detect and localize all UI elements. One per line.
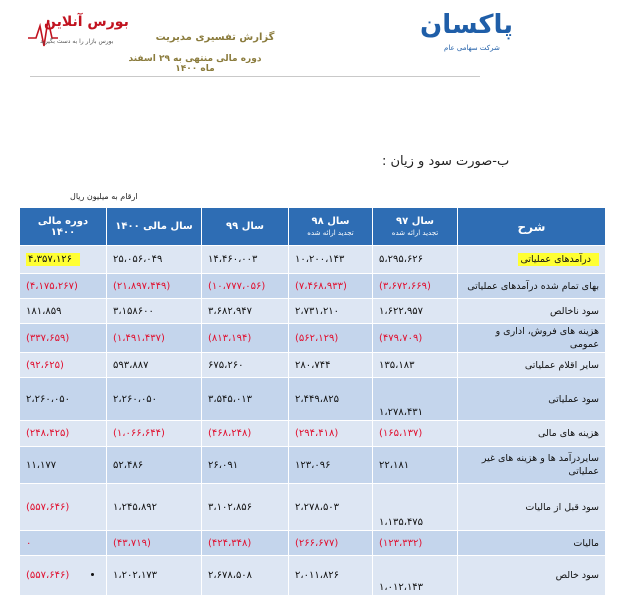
cell-p1400: ۱۸۱،۸۵۹ <box>20 299 107 324</box>
cell-y99: (۱۰،۷۷۷،۰۵۶) <box>202 274 289 299</box>
cell-y1400: ۱،۲۰۲،۱۷۳ <box>107 556 202 596</box>
cell-p1400: (۴،۱۷۵،۲۶۷) <box>20 274 107 299</box>
cell-y1400: ۲،۲۶۰،۰۵۰ <box>107 378 202 421</box>
table-header-row <box>20 208 606 246</box>
header-desc: شرح <box>458 208 606 246</box>
cell-y99: ۳،۱۰۲،۸۵۶ <box>202 484 289 531</box>
cell-y98: ۱۲۳،۰۹۶ <box>289 447 373 484</box>
report-title: گزارش تفسیری مدیریت <box>155 32 275 43</box>
cell-y97: (۴۷۹،۷۰۹) <box>373 324 458 353</box>
table-row <box>20 484 606 531</box>
row-desc: سود قبل از مالیات <box>458 484 606 531</box>
cell-y1400: ۵۹۳،۸۸۷ <box>107 353 202 378</box>
cell-y1400: (۴۳،۷۱۹) <box>107 531 202 556</box>
cell-y98: ۲۸۰،۷۴۴ <box>289 353 373 378</box>
cell-y97: (۱۲۳،۳۳۲) <box>373 531 458 556</box>
table-row <box>20 556 606 596</box>
company-logo: پاکسان <box>420 10 514 40</box>
header-divider <box>30 76 480 77</box>
cell-y99: ۲،۶۷۸،۵۰۸ <box>202 556 289 596</box>
cell-y97: (۱۶۵،۱۳۷) <box>373 421 458 447</box>
row-desc: سود ناخالص <box>458 299 606 324</box>
row-desc: سایردرآمد ها و هزینه های غیر عملیاتی <box>458 447 606 484</box>
cell-y98: ۲،۷۳۱،۲۱۰ <box>289 299 373 324</box>
row-desc: سایر اقلام عملیاتی <box>458 353 606 378</box>
header-period-1400: دوره مالی ۱۴۰۰ <box>20 208 107 246</box>
row-desc: مالیات <box>458 531 606 556</box>
cell-p1400: (۳۳۷،۶۵۹) <box>20 324 107 353</box>
cell-p1400: ۱۱،۱۷۷ <box>20 447 107 484</box>
report-period: دوره مالی منتهی به ۲۹ اسفند ماه ۱۴۰۰ <box>128 54 262 74</box>
cell-p1400: ۰ <box>20 531 107 556</box>
cell-y99: ۱۴،۴۶۰،۰۰۳ <box>202 246 289 274</box>
cell-y97: ۱،۰۱۲،۱۴۳ <box>373 556 458 596</box>
cell-y97: ۱۳۵،۱۸۳ <box>373 353 458 378</box>
row-desc: سود عملیاتی <box>458 378 606 421</box>
cell-y99: (۴۶۸،۲۴۸) <box>202 421 289 447</box>
row-desc: سود خالص <box>458 556 606 596</box>
cell-y98: ۱۰،۲۰۰،۱۴۳ <box>289 246 373 274</box>
cell-y97: ۱،۶۲۲،۹۵۷ <box>373 299 458 324</box>
cell-y99: ۳،۵۴۵،۰۱۳ <box>202 378 289 421</box>
cell-p1400: ۴،۳۵۷،۱۲۶ <box>20 246 107 274</box>
cell-y99: (۸۱۳،۱۹۴) <box>202 324 289 353</box>
cell-y97: ۵،۲۹۵،۶۲۶ <box>373 246 458 274</box>
cell-y1400: ۵۲،۴۸۶ <box>107 447 202 484</box>
cell-p1400: (۵۵۷،۶۴۶) <box>20 484 107 531</box>
cell-y99: (۴۲۴،۳۴۸) <box>202 531 289 556</box>
row-desc: بهای تمام شده درآمدهای عملیاتی <box>458 274 606 299</box>
cell-y97: ۲۲،۱۸۱ <box>373 447 458 484</box>
cell-p1400: (۵۵۷،۶۴۶) <box>20 556 107 596</box>
watermark-tagline: بورس بازار را به دست بگیرید <box>40 38 114 45</box>
table-row <box>20 531 606 556</box>
cell-y1400: ۱،۲۴۵،۸۹۲ <box>107 484 202 531</box>
watermark-brand: بورس آنلاین <box>44 14 129 30</box>
header-year-97: سال ۹۷ تجدید ارائه شده <box>373 208 458 246</box>
cell-y1400: (۲۱،۸۹۷،۴۴۹) <box>107 274 202 299</box>
cell-p1400: ۲،۲۶۰،۰۵۰ <box>20 378 107 421</box>
cell-y98: (۵۶۲،۱۲۹) <box>289 324 373 353</box>
cell-y97: ۱،۱۳۵،۴۷۵ <box>373 484 458 531</box>
cell-y1400: (۱،۰۶۶،۶۴۴) <box>107 421 202 447</box>
cell-y97: ۱،۲۷۸،۴۳۱ <box>373 378 458 421</box>
row-desc: درآمدهای عملیاتی <box>458 246 606 274</box>
table-row <box>20 378 606 421</box>
table-row <box>20 299 606 324</box>
cell-y99: ۶۷۵،۲۶۰ <box>202 353 289 378</box>
unit-note: ارقام به میلیون ریال <box>70 192 138 201</box>
cell-y1400: ۲۵،۰۵۶،۰۴۹ <box>107 246 202 274</box>
stray-dot <box>91 573 94 576</box>
cell-y1400: (۱،۴۹۱،۴۳۷) <box>107 324 202 353</box>
table-row <box>20 274 606 299</box>
cell-p1400: (۲۴۸،۴۲۵) <box>20 421 107 447</box>
header-year-99: سال ۹۹ <box>202 208 289 246</box>
income-statement-table <box>19 207 606 596</box>
cell-y1400: ۳،۱۵۸۶۰۰ <box>107 299 202 324</box>
cell-y98: ۲،۴۴۹،۸۲۵ <box>289 378 373 421</box>
cell-y98: (۷،۴۶۸،۹۳۳) <box>289 274 373 299</box>
cell-y97: (۳،۶۷۲،۶۶۹) <box>373 274 458 299</box>
header-year-1400: سال مالی ۱۴۰۰ <box>107 208 202 246</box>
header-year-98: سال ۹۸ تجدید ارائه شده <box>289 208 373 246</box>
cell-y98: ۲،۰۱۱،۸۲۶ <box>289 556 373 596</box>
table-row <box>20 246 606 274</box>
cell-y98: (۲۶۶،۶۷۷) <box>289 531 373 556</box>
row-desc: هزینه های فروش، اداری و عمومی <box>458 324 606 353</box>
table-row <box>20 353 606 378</box>
row-desc: هزینه های مالی <box>458 421 606 447</box>
table-row <box>20 324 606 353</box>
cell-y98: (۲۹۴،۴۱۸) <box>289 421 373 447</box>
cell-y98: ۲،۲۷۸،۵۰۳ <box>289 484 373 531</box>
table-row <box>20 421 606 447</box>
cell-p1400: (۹۲،۶۲۵) <box>20 353 107 378</box>
cell-y99: ۲۶،۰۹۱ <box>202 447 289 484</box>
section-title: ب-صورت سود و زیان : <box>382 154 510 169</box>
cell-y99: ۳،۶۸۲،۹۴۷ <box>202 299 289 324</box>
table-row <box>20 447 606 484</box>
company-logo-subtitle: شرکت سهامی عام <box>444 44 500 52</box>
